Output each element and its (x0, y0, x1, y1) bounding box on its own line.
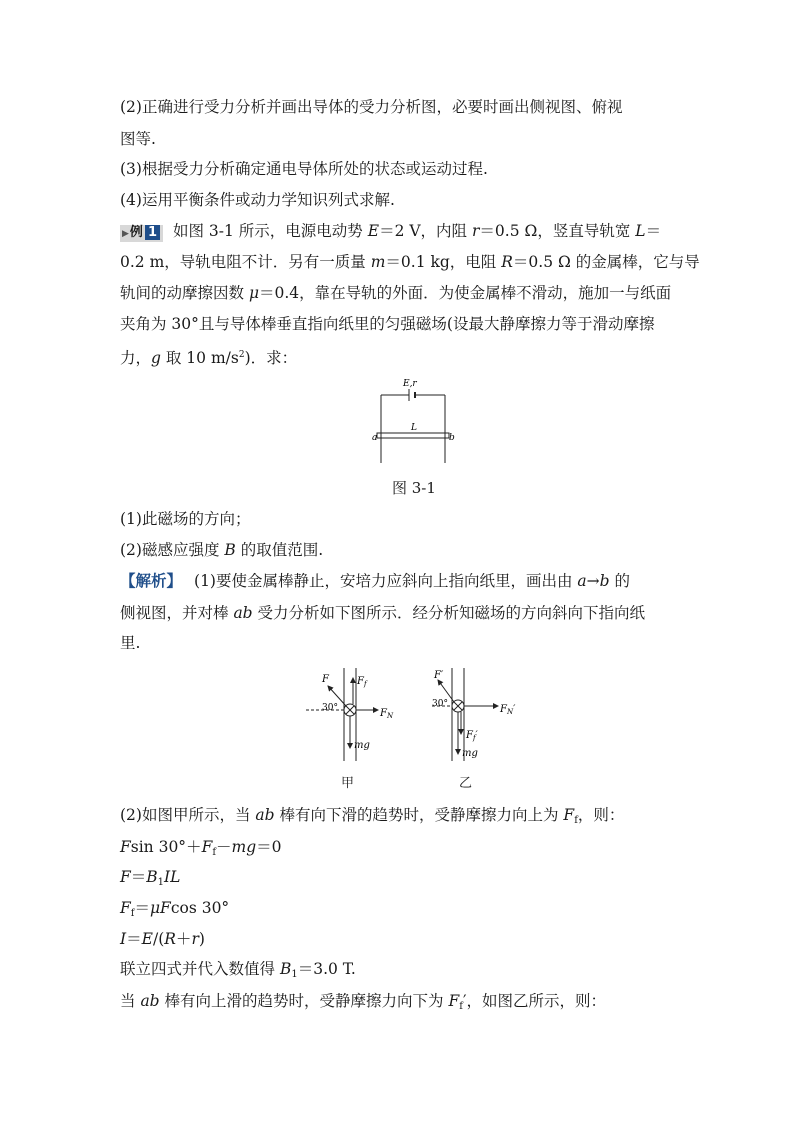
text: ，如图乙所示，则： (466, 992, 606, 1010)
step-2-line-2: 图等. (120, 130, 156, 148)
question-1: (1)此磁场的方向； (120, 510, 251, 528)
caption-yi: 乙 (459, 776, 473, 791)
text: ，则： (577, 806, 625, 824)
text: 的取值范围. (235, 541, 324, 559)
var-a: a (577, 572, 587, 590)
text: ＝ (134, 899, 150, 917)
angle-yi: 30° (432, 699, 448, 709)
text: (2)如图甲所示，当 (120, 806, 256, 824)
var-g: g (151, 349, 161, 367)
var-ab: ab (255, 806, 275, 824)
example-line-4: 夹角为 30°且与导体棒垂直指向纸里的匀强磁场(设最大静摩擦力等于滑动摩擦 (120, 315, 655, 333)
var-e: E (367, 222, 380, 240)
solution-line-4 (120, 800, 680, 836)
metal-rod (377, 433, 449, 438)
text: 联立四式并代入数值得 (120, 960, 280, 978)
var-mg: mg (231, 838, 257, 856)
text: ) (198, 930, 205, 948)
subscript: f (459, 1001, 463, 1012)
var-m: m (370, 253, 386, 271)
triangle-icon: ▶ (122, 229, 129, 239)
superscript: 2 (238, 350, 245, 360)
text: ＝2 V，内阻 (379, 222, 472, 240)
var-f: F (448, 992, 460, 1010)
text: 取 10 m/s (160, 349, 239, 367)
text: /( (152, 930, 165, 948)
example-line-3 (120, 278, 680, 308)
text: 侧视图，并对棒 (120, 604, 234, 622)
text: sin 30°＋ (130, 838, 202, 856)
example-tag-label: 例 (129, 225, 143, 240)
text: 当 (120, 992, 141, 1010)
solution-line-1 (120, 566, 680, 596)
var-mu: μ (248, 284, 260, 302)
subscript: 1 (291, 969, 298, 980)
text: )．求： (244, 349, 298, 367)
label-mg-jia: mg (354, 740, 370, 751)
rod-label: L (411, 423, 417, 433)
text: 受力分析如下图所示．经分析知磁场的方向斜向下指向纸 (252, 604, 646, 622)
var-b: B (279, 960, 292, 978)
solution-line-3: 里. (120, 634, 141, 652)
text: ＝3.0 T. (297, 960, 356, 978)
text: 棒有向上滑的趋势时，受静摩擦力向下为 (159, 992, 449, 1010)
var-b-point: b (599, 572, 610, 590)
equation-4 (120, 924, 680, 954)
label-fn-yi: $F_N'$ (500, 704, 516, 716)
label-f-jia: F (322, 674, 329, 685)
label-mg-yi: mg (462, 748, 478, 759)
text: ＝0.5 Ω 的金属棒，它与导 (512, 253, 700, 271)
label-fn-jia: $F_N$ (380, 708, 394, 720)
var-ab: ab (233, 604, 253, 622)
force-diagrams (300, 666, 540, 766)
step-4: (4)运用平衡条件或动力学知识列式求解. (120, 191, 395, 209)
var-b: B (224, 541, 236, 559)
subscript: f (130, 908, 135, 919)
var-ab: ab (140, 992, 160, 1010)
var-e: E (141, 930, 153, 948)
example-tag-number: 1 (145, 225, 160, 240)
var-i: I (120, 930, 127, 948)
diagram-jia (306, 668, 394, 761)
text: ＝0 (256, 838, 282, 856)
text: 0.2 m，导轨电阻不计．另有一质量 (120, 253, 371, 271)
var-muf: μF (149, 899, 171, 917)
example-line-5 (120, 340, 680, 373)
var-r-upper: R (501, 253, 513, 271)
circuit-diagram (365, 375, 465, 467)
result-line (120, 954, 680, 990)
text: ＝ (645, 222, 662, 240)
var-f: F (201, 838, 213, 856)
text: 的 (609, 572, 631, 590)
text: － (216, 838, 232, 856)
diagram-yi (432, 668, 516, 761)
text: (2)磁感应强度 (120, 541, 225, 559)
var-l: L (635, 222, 646, 240)
text: ＝ (126, 930, 142, 948)
example-line-2 (120, 247, 700, 277)
point-b-label: b (449, 433, 455, 443)
question-2 (120, 535, 680, 565)
text: ＝0.4，靠在导轨的外面．为使金属棒不滑动，施加一与纸面 (259, 284, 672, 302)
example-tag (120, 225, 163, 242)
battery-label: E,r (403, 379, 417, 389)
var-f: F (120, 868, 131, 886)
var-r-upper: R (164, 930, 176, 948)
example-line-1 (120, 216, 680, 246)
var-r: r (191, 930, 199, 948)
figure-caption: 图 3-1 (392, 479, 436, 497)
text: ＋ (175, 930, 192, 948)
step-2-line-1: (2)正确进行受力分析并画出导体的受力分析图，必要时画出侧视图、俯视 (120, 98, 623, 116)
text: 力， (120, 349, 152, 367)
solution-line-5 (120, 986, 680, 1022)
label-f-yi: F′ (434, 670, 444, 681)
text: ＝0.5 Ω，竖直导轨宽 (479, 222, 636, 240)
solution-tag: 【解析】 (120, 571, 183, 590)
point-a-label: a (372, 433, 378, 443)
text: 棒有向下滑的趋势时，受静摩擦力向上为 (274, 806, 564, 824)
angle-jia: 30° (322, 703, 338, 713)
var-il: IL (164, 868, 181, 886)
solution-line-2 (120, 598, 680, 628)
arrow: → (586, 572, 600, 590)
label-ff-jia: $F_f$ (357, 676, 367, 688)
text: (1)要使金属棒静止，安培力应斜向上指向纸里，画出由 (194, 572, 578, 590)
subscript: f (574, 815, 578, 826)
text: 如图 3-1 所示，电源电动势 (172, 222, 368, 240)
text: ＝ (130, 868, 147, 886)
text: ＝0.1 kg，电阻 (385, 253, 502, 271)
var-f: F (120, 899, 131, 917)
caption-jia: 甲 (341, 776, 355, 791)
var-f: F (563, 806, 575, 824)
var-b: B (146, 868, 158, 886)
subscript: 1 (157, 877, 165, 888)
subscript: f (212, 847, 217, 858)
prime: ′ (462, 992, 467, 1010)
text: 轨间的动摩擦因数 (120, 284, 249, 302)
step-3: (3)根据受力分析确定通电导体所处的状态或运动过程. (120, 160, 488, 178)
text: cos 30° (170, 899, 230, 917)
label-ff-yi: $F_f'$ (466, 730, 478, 742)
var-f: F (120, 838, 131, 856)
var-r: r (471, 222, 480, 240)
